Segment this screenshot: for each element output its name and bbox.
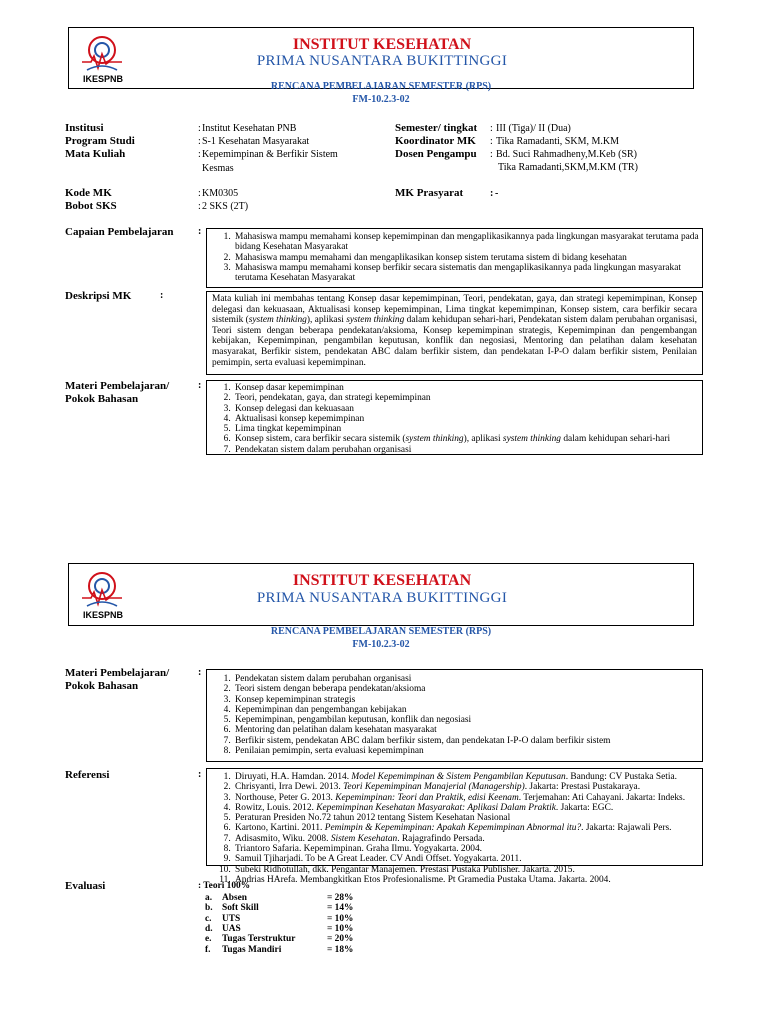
evaluasi-component: Absen <box>222 893 248 903</box>
materi-list <box>207 383 702 455</box>
materi2-label-2: Pokok Bahasan <box>65 680 139 692</box>
capaian-item: 2. Mahasiswa mampu memahami dan mengaplikasikan konsep sistem terutama sistem di bidang kesehatan <box>233 253 702 263</box>
prodi-colon: : <box>198 136 201 147</box>
semester-value: III (Tiga)/ II (Dua) <box>496 123 571 134</box>
referensi-item <box>233 823 702 833</box>
referensi-list <box>207 772 702 885</box>
institusi-label: Institusi <box>65 122 104 134</box>
referensi-item <box>233 865 702 875</box>
evaluasi-component: Soft Skill <box>222 903 259 914</box>
institusi-value: Institut Kesehatan PNB <box>202 123 297 134</box>
referensi-part: . Jakarta: EGC. <box>555 802 614 813</box>
deskripsi-label: Deskripsi MK <box>65 290 132 302</box>
materi2-item: 2. Teori sistem dengan beberapa pendekatan/aksioma <box>233 684 702 694</box>
dosen-value-1: Bd. Suci Rahmadheny,M.Keb (SR) <box>496 149 638 160</box>
materi2-item: 6. Mentoring dan pelatihan dalam kesehatan masyarakat <box>233 725 702 735</box>
referensi-part: . Bandung: CV Pustaka Setia. <box>565 772 677 782</box>
materi-colon: : <box>198 380 202 391</box>
referensi-part: Triantoro Safaria. Kepemimpinan. Graha Ilmu. Yogyakarta. 2004. <box>235 844 482 855</box>
capaian-box <box>206 228 703 288</box>
evaluasi-component: Tugas Terstruktur <box>222 934 296 945</box>
materi2-item: 5. Kepemimpinan, pengambilan keputusan, konflik dan negosiasi <box>233 715 702 725</box>
referensi-part: . Rajagrafindo Persada. <box>397 833 485 844</box>
materi-part: Konsep sistem, cara berfikir secara sistemik ( <box>235 434 406 445</box>
dosen-value-2: Tika Ramadanti,SKM,M.KM (TR) <box>498 162 638 173</box>
referensi-item <box>233 875 702 885</box>
kode-value: KM0305 <box>202 188 239 199</box>
materi-item: 5. Lima tingkat kepemimpinan <box>233 424 702 434</box>
evaluasi-percent: = 20% <box>327 934 354 945</box>
referensi-item <box>233 854 702 864</box>
deskripsi-italic: system thinking <box>248 315 307 326</box>
referensi-item <box>233 813 702 823</box>
referensi-box <box>206 768 703 885</box>
institution-subname: PRIMA NUSANTARA BUKITTINGGI <box>256 590 508 606</box>
evaluasi-letter: c. <box>205 913 212 924</box>
evaluasi-component: Tugas Mandiri <box>222 944 282 955</box>
referensi-part: Subeki Ridhotullah, dkk. Pengantar Manajemen. Prestasi Pustaka Publisher. Jakarta. 2015. <box>235 864 575 875</box>
deskripsi-italic: system thinking <box>346 315 405 326</box>
materi-box <box>206 380 703 455</box>
institution-name: INSTITUT KESEHATAN <box>292 36 472 53</box>
header-box <box>68 27 694 89</box>
materi2-label-1: Materi Pembelajaran/ <box>65 667 170 679</box>
materi-item: 3. Konsep delegasi dan kekuasaan <box>233 404 702 414</box>
evaluasi-component: UAS <box>222 923 241 934</box>
capaian-colon: : <box>198 226 202 237</box>
referensi-part: Andrias HArefa. Membangkitkan Etos Profesionalisme. Pt Gramedia Pustaka Utama. Jakarta. 2004. <box>235 874 611 885</box>
materi-part: ), aplikasi <box>463 434 503 445</box>
evaluasi-percent: = 10% <box>327 913 354 924</box>
materi-item: 7. Pendekatan sistem dalam perubahan organisasi <box>233 445 702 455</box>
evaluasi-letter: f. <box>205 944 211 955</box>
referensi-part: . Terjemahan: Ati Cahayani. Jakarta: Indeks. <box>518 792 686 803</box>
referensi-italic: Teori Kepemimpinan Manajerial (Managership) <box>343 782 525 793</box>
dosen-colon: : <box>490 149 493 160</box>
doc-title-2: RENCANA PEMBELAJARAN SEMESTER (RPS) <box>270 626 492 637</box>
capaian-item: 3. Mahasiswa mampu memahami konsep berfikir secara sistematis dan mengaplikasikannya pada lingkungan masyarakat terutama Kesehatan Masyarakat <box>233 263 702 284</box>
deskripsi-colon: : <box>160 290 164 301</box>
referensi-label: Referensi <box>65 769 110 781</box>
kode-label: Kode MK <box>65 187 112 199</box>
materi2-item: 7. Berfikir sistem, pendekatan ABC dalam berfikir sistem, dan pendekatan I-P-O dalam berfikir sistem <box>233 736 702 746</box>
materi-item: 1. Konsep dasar kepemimpinan <box>233 383 702 393</box>
header-box-2 <box>68 563 694 626</box>
deskripsi-box <box>206 291 703 375</box>
prodi-label: Program Studi <box>65 135 135 147</box>
materi-italic: system thinking <box>405 434 464 445</box>
referensi-part: Northouse, Peter G. 2013. <box>235 792 336 803</box>
referensi-colon: : <box>198 769 202 780</box>
materi-label-1: Materi Pembelajaran/ <box>65 380 170 392</box>
semester-label: Semester/ tingkat <box>395 122 478 134</box>
referensi-italic: Pemimpin & Kepemimpinan: Apakah Kepemimpinan Abnormal itu? <box>324 823 582 834</box>
logo-text: IKESPNB <box>82 610 123 620</box>
referensi-item <box>233 793 702 803</box>
referensi-part: Rowitz, Louis. 2012. <box>235 802 317 813</box>
referensi-italic: Model Kepemimpinan & Sistem Pengambilan Keputusan <box>351 772 566 782</box>
evaluasi-percent: = 10% <box>327 923 354 934</box>
doc-code-2: FM-10.2.3-02 <box>352 639 410 650</box>
institusi-colon: : <box>198 123 201 134</box>
mk-value-2: Kesmas <box>202 163 234 174</box>
deskripsi-part: ), aplikasi <box>306 315 347 326</box>
evaluasi-letter: a. <box>205 893 213 903</box>
referensi-italic: Kepemimpinan: Teori dan Praktik, edisi Keenam <box>335 792 519 803</box>
koord-value: Tika Ramadanti, SKM, M.KM <box>496 136 619 147</box>
materi2-list <box>207 674 702 756</box>
referensi-part: . Jakarta: Rajawali Pers. <box>581 823 672 834</box>
mk-label: Mata Kuliah <box>65 148 126 160</box>
doc-title: RENCANA PEMBELAJARAN SEMESTER (RPS) <box>270 81 492 92</box>
mk-colon: : <box>198 149 201 160</box>
semester-colon: : <box>490 123 493 134</box>
materi2-item: 4. Kepemimpinan dan pengembangan kebijakan <box>233 705 702 715</box>
materi-item: 2. Teori, pendekatan, gaya, dan strategi kepemimpinan <box>233 393 702 403</box>
materi2-box <box>206 669 703 762</box>
materi2-item: 8. Penilaian pemimpin, serta evaluasi kepemimpinan <box>233 746 702 756</box>
materi-italic: system thinking <box>502 434 561 445</box>
referensi-part: Chrisyanti, Irra Dewi. 2013. <box>235 782 344 793</box>
capaian-label: Capaian Pembelajaran <box>65 226 174 238</box>
bobot-colon: : <box>198 201 201 212</box>
institution-subname: PRIMA NUSANTARA BUKITTINGGI <box>256 53 508 69</box>
mk-value-1: Kepemimpinan & Berfikir Sistem <box>202 149 338 160</box>
referensi-item <box>233 803 702 813</box>
referensi-italic: Kepemimpinan Kesehatan Masyarakat: Aplikasi Dalam Praktik <box>316 802 556 813</box>
materi-part: dalam kehidupan sehari-hari <box>561 434 671 445</box>
evaluasi-percent: = 14% <box>327 903 354 914</box>
materi-item: 4. Aktualisasi konsep kepemimpinan <box>233 414 702 424</box>
evaluasi-head: : Teori 100% <box>198 881 251 891</box>
dosen-label: Dosen Pengampu <box>395 148 477 160</box>
bobot-value: 2 SKS (2T) <box>202 201 249 212</box>
bobot-label: Bobot SKS <box>65 200 117 212</box>
referensi-part: Diruyati, H.A. Hamdan. 2014. <box>235 772 352 782</box>
evaluasi-component: UTS <box>222 913 241 924</box>
referensi-part: . Jakarta: Prestasi Pustakaraya. <box>524 782 641 793</box>
prasyarat-value: - <box>495 188 499 199</box>
prasyarat-colon: : <box>490 188 494 199</box>
logo-text: IKESPNB <box>82 74 123 84</box>
referensi-item <box>233 772 702 782</box>
materi2-item: 3. Konsep kepemimpinan strategis <box>233 695 702 705</box>
referensi-part: Samuil Tjiharjadi. To be A Great Leader. CV Andi Offset. Yogyakarta. 2011. <box>235 854 522 865</box>
referensi-item <box>233 844 702 854</box>
kode-colon: : <box>198 188 201 199</box>
evaluasi-percent: = 28% <box>327 893 354 903</box>
referensi-italic: Sistem Kesehatan <box>330 833 398 844</box>
prasyarat-label: MK Prasyarat <box>395 187 464 199</box>
institution-name: INSTITUT KESEHATAN <box>292 572 472 589</box>
materi-item <box>233 434 702 444</box>
doc-code: FM-10.2.3-02 <box>352 94 410 105</box>
prodi-value: S-1 Kesehatan Masyarakat <box>202 136 310 147</box>
koord-colon: : <box>490 136 493 147</box>
deskripsi-part: dalam kehidupan sehari-hari, Pendekatan sistem dalam perubahan organisasi, Teori sistem dengan beberapa pendekatan/aksioma, Konsep kepemimpinan strategis, Kepemimpinan dan pengembangan kebijakan, Kepemimpinan, pengambilan keputusan, konflik dan negosiasi, Mentoring dan pelatihan dalam kesehatan masyarakat, Berfikir sistem, pendekatan ABC dalam berfikir sistem, dan pendekatan I-P-O dalam berfikir sistem, Penilaian pemimpin, serta evaluasi kepemimpinan. <box>212 315 697 368</box>
evaluasi-letter: e. <box>205 934 212 945</box>
capaian-list <box>207 232 702 283</box>
evaluasi-label: Evaluasi <box>65 880 106 892</box>
materi2-item: 1. Pendekatan sistem dalam perubahan organisasi <box>233 674 702 684</box>
deskripsi-text <box>207 292 702 370</box>
referensi-part: Kartono, Kartini. 2011. <box>235 823 325 834</box>
referensi-item <box>233 834 702 844</box>
deskripsi-part: Mata kuliah ini membahas tentang Konsep dasar kepemimpinan, Teori, pendekatan, gaya, dan strategi kepemimpinan, Konsep delegasi dan kekuasaan, Aktualisasi konsep kepemimpinan, Lima tingkat kepemimpinan, Konsep sistem, cara berfikir secara sistemik ( <box>212 294 697 326</box>
materi-label-2: Pokok Bahasan <box>65 393 139 405</box>
referensi-part: Peraturan Presiden No.72 tahun 2012 tentang Sistem Kesehatan Nasional <box>235 813 511 824</box>
capaian-item: 1. Mahasiswa mampu memahami konsep kepemimpinan dan mengaplikasikannya pada lingkungan masyarakat terutama pada bidang Kesehatan Masyarakat <box>233 232 702 253</box>
materi2-colon: : <box>198 667 202 678</box>
referensi-item <box>233 782 702 792</box>
referensi-part: Adisasmito, Wiku. 2008. <box>235 833 331 844</box>
evaluasi-percent: = 18% <box>327 944 354 955</box>
evaluasi-letter: b. <box>205 903 213 914</box>
evaluasi-letter: d. <box>205 923 213 934</box>
koord-label: Koordinator MK <box>395 135 476 147</box>
